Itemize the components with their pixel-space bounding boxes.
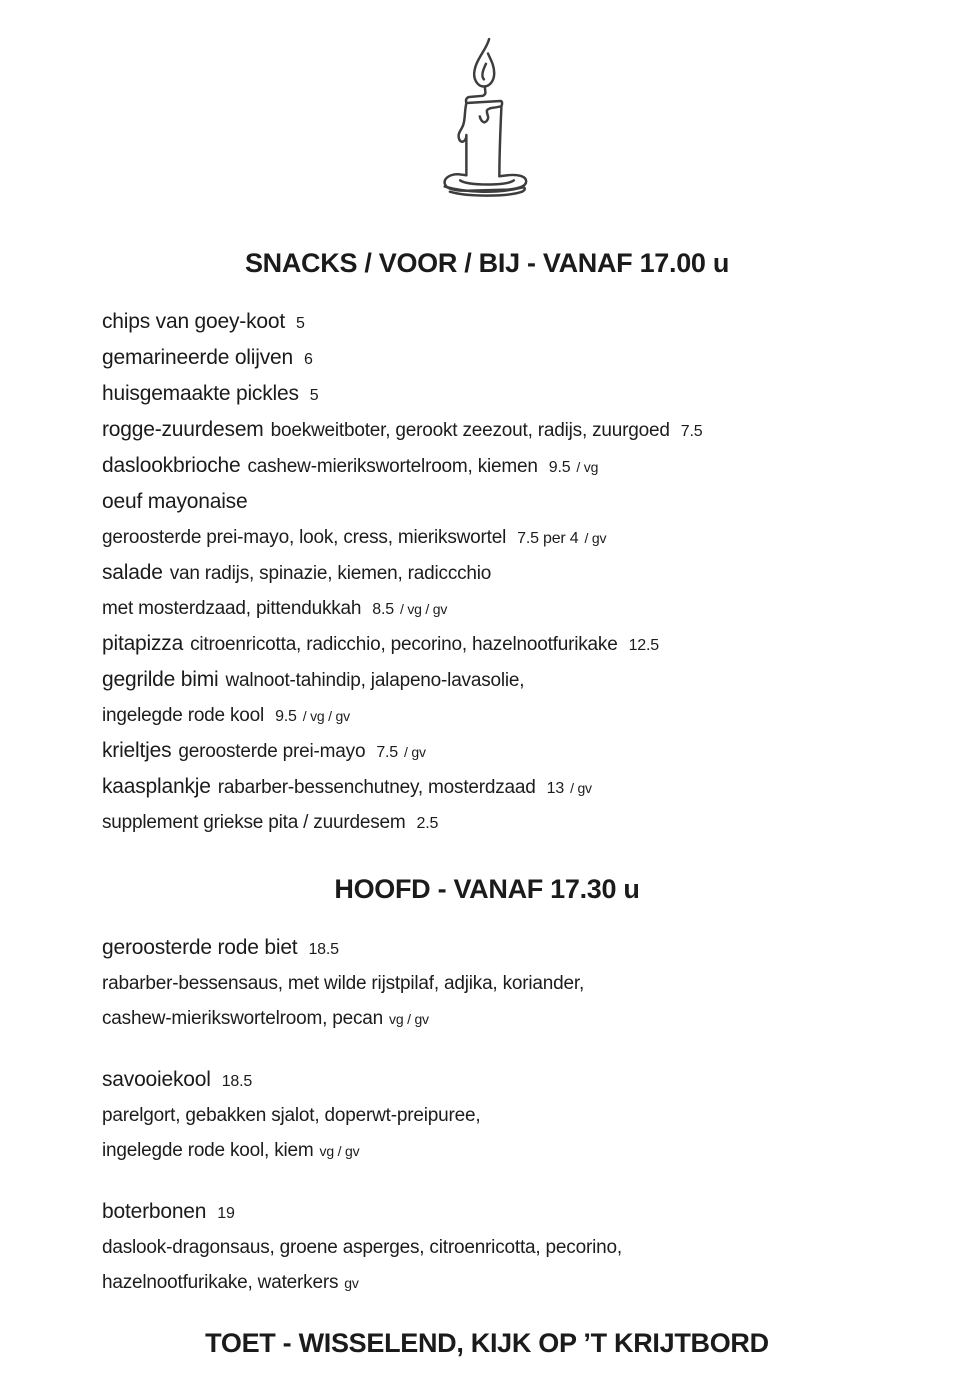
menu-item-price: 7.5 [680, 423, 703, 440]
menu-item-price: 19 [217, 1205, 235, 1222]
menu-item-diet: / gv [570, 780, 592, 796]
menu-item-desc: cashew-mierikswortelroom, kiemen [247, 456, 538, 477]
section-hoofd [0, 931, 974, 1301]
menu-line [102, 734, 914, 770]
menu-item-price: 18.5 [308, 941, 339, 958]
menu-item-desc: citroenricotta, radicchio, pecorino, hazelnootfurikake [190, 634, 618, 655]
menu-item-price: 8.5 [372, 601, 394, 618]
menu-item-name: krieltjes [102, 739, 172, 762]
menu-item-diet: vg / gv [319, 1143, 360, 1159]
section-snacks [0, 305, 974, 841]
menu-item-price: 2.5 [416, 815, 439, 832]
menu-item-desc: ingelegde rode kool, kiem [102, 1140, 314, 1161]
menu-item-desc: rabarber-bessenchutney, mosterdzaad [217, 777, 536, 798]
menu-item-price: 9.5 [275, 708, 297, 725]
menu-line [102, 1063, 914, 1099]
menu-line [102, 449, 914, 485]
menu-line [102, 556, 914, 592]
menu-item-diet: / vg / gv [399, 601, 448, 617]
menu-line [102, 305, 914, 341]
menu-item-price: 7.5 per 4 [517, 530, 579, 547]
menu-item-name: gegrilde bimi [102, 668, 219, 691]
menu-line [102, 1195, 914, 1231]
menu-item-diet: / gv [404, 744, 426, 760]
menu-item-desc: ingelegde rode kool [102, 705, 265, 726]
menu-item-desc: geroosterde prei-mayo [178, 741, 366, 762]
footer-title: TOET - WISSELEND, KIJK OP ’T KRIJTBORD [205, 1328, 769, 1358]
menu-item-name: boterbonen [102, 1200, 207, 1223]
section-title-snacks: SNACKS / VOOR / BIJ - VANAF 17.00 u [244, 248, 730, 278]
menu-item-price: 6 [303, 351, 313, 368]
menu-item-price: 13 [546, 780, 565, 797]
menu-line [102, 1266, 914, 1301]
menu-item-desc: boekweitboter, gerookt zeezout, radijs, zuurgoed [270, 420, 670, 441]
menu-item-price: 5 [295, 315, 305, 332]
menu-line [102, 806, 914, 841]
menu-item-name: gemarineerde olijven [102, 346, 293, 369]
menu-item-price: 7.5 [376, 744, 398, 761]
menu-item-name: kaasplankje [102, 775, 211, 798]
menu-item-desc: daslook-dragonsaus, groene asperges, citroenricotta, pecorino, [102, 1237, 622, 1258]
menu-line [102, 1002, 914, 1037]
menu-line [102, 485, 914, 521]
menu-item-name: rogge-zuurdesem [102, 418, 264, 441]
menu-item-name: daslookbrioche [102, 454, 241, 477]
menu-item-name: chips van goey-koot [102, 310, 285, 333]
menu-line [102, 627, 914, 663]
menu-item-desc: parelgort, gebakken sjalot, doperwt-preipuree, [102, 1105, 481, 1126]
menu-line [102, 1231, 914, 1266]
menu-item-diet: / gv [584, 530, 607, 546]
menu-item-name: savooiekool [102, 1068, 211, 1091]
menu-item-desc: rabarber-bessensaus, met wilde rijstpilaf, adjika, koriander, [102, 973, 585, 994]
menu-item-diet: / vg [576, 459, 599, 475]
menu-item-name: pitapizza [102, 632, 184, 655]
candle-icon [432, 36, 542, 201]
menu-item-name: salade [102, 561, 163, 584]
menu-line [102, 1099, 914, 1134]
menu-line [102, 521, 914, 556]
menu-item-diet: / vg / gv [302, 708, 350, 724]
menu-item-desc: walnoot-tahindip, jalapeno-lavasolie, [225, 670, 525, 691]
menu-line [102, 377, 914, 413]
menu-item-price: 12.5 [628, 637, 659, 654]
menu-item-name: huisgemaakte pickles [102, 382, 299, 405]
section-title-hoofd: HOOFD - VANAF 17.30 u [334, 874, 640, 904]
menu-item-desc: cashew-mierikswortelroom, pecan [102, 1008, 384, 1029]
menu-item-desc: van radijs, spinazie, kiemen, radiccchio [169, 563, 492, 584]
menu-item-desc: met mosterdzaad, pittendukkah [102, 598, 362, 619]
menu-item-price: 18.5 [221, 1073, 253, 1090]
menu-item-desc: geroosterde prei-mayo, look, cress, mierikswortel [102, 527, 507, 548]
menu-line [102, 770, 914, 806]
menu-line [102, 663, 914, 699]
menu-line [102, 592, 914, 627]
menu-line [102, 1134, 914, 1169]
menu-item-desc: hazelnootfurikake, waterkers [102, 1272, 339, 1293]
menu-line [102, 699, 914, 734]
menu-line [102, 931, 914, 967]
menu-line [102, 413, 914, 449]
menu-item-name: geroosterde rode biet [102, 936, 298, 959]
menu-item-diet: vg / gv [389, 1011, 429, 1027]
menu-item-desc: supplement griekse pita / zuurdesem [102, 812, 406, 833]
menu-line [102, 341, 914, 377]
candle-illustration [0, 36, 974, 201]
menu-item-price: 9.5 [548, 459, 571, 476]
menu-item-name: oeuf mayonaise [102, 490, 248, 513]
menu-item-diet: gv [344, 1275, 359, 1291]
menu-line [102, 967, 914, 1002]
menu-item-price: 5 [309, 387, 319, 404]
